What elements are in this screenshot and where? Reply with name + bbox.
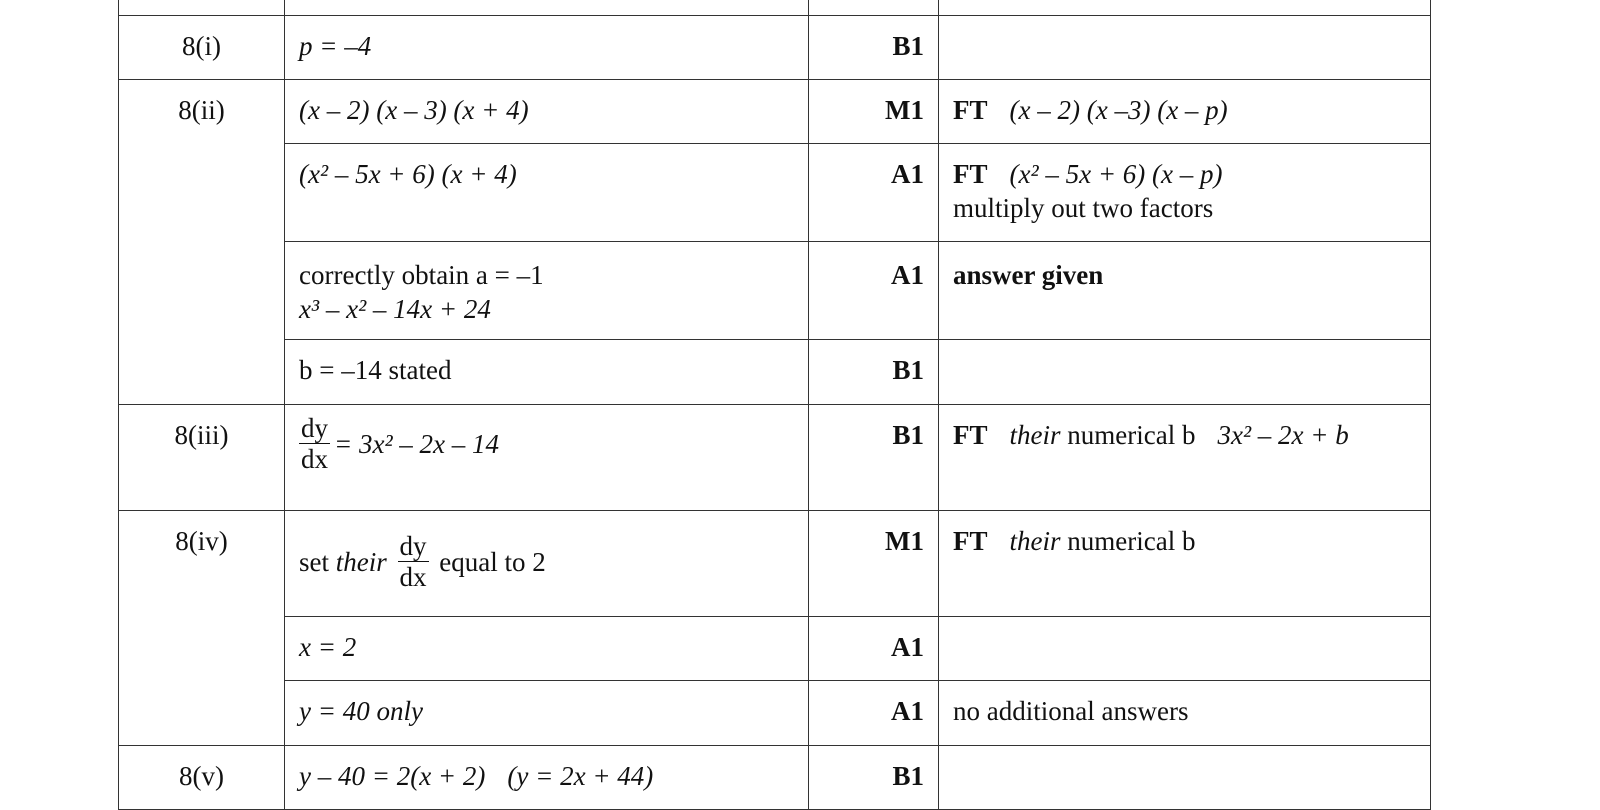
answer-post: equal to 2 <box>439 546 546 577</box>
answer-text-line2: x³ – x² – 14x + 24 <box>299 294 491 324</box>
question-number: 8(ii) <box>178 95 225 125</box>
answer-text: x = 2 <box>299 632 357 662</box>
answer-cell <box>285 242 809 340</box>
table-row <box>119 16 1431 80</box>
answer-cell <box>285 681 809 746</box>
guidance-prefix: FT <box>953 526 988 556</box>
answer-cell <box>285 340 809 405</box>
derivative-fraction <box>398 531 429 592</box>
table-row <box>119 746 1431 810</box>
table-row <box>119 681 1431 746</box>
answer-cell <box>285 405 809 511</box>
question-cell <box>119 80 285 405</box>
guidance-expression: 3x² – 2x + b <box>1217 420 1349 450</box>
mark-scheme-table <box>118 0 1431 810</box>
answer-pre: set <box>299 546 329 577</box>
mark-code: B1 <box>892 761 924 791</box>
answer-cell <box>285 511 809 617</box>
guidance-text: no additional answers <box>953 696 1189 726</box>
derivative-fraction <box>299 413 330 474</box>
mark-code: B1 <box>892 355 924 385</box>
table-row <box>119 340 1431 405</box>
mark-code: B1 <box>892 420 924 450</box>
answer-text: y – 40 = 2(x + 2) <box>299 761 486 791</box>
answer-cell <box>285 16 809 80</box>
mark-code: A1 <box>891 632 924 662</box>
table-row <box>119 80 1431 144</box>
guidance-cell <box>939 80 1431 144</box>
guidance-prefix: FT <box>953 95 988 125</box>
mark-cell <box>809 681 939 746</box>
table-row <box>119 511 1431 617</box>
question-number: 8(iv) <box>175 526 228 556</box>
guidance-cell <box>939 144 1431 242</box>
answer-cell <box>285 617 809 681</box>
guidance-cell <box>939 617 1431 681</box>
question-number: 8(v) <box>179 761 224 791</box>
question-cell <box>119 511 285 746</box>
fraction-numerator: dy <box>301 413 328 443</box>
guidance-text: (x² – 5x + 6) (x – p) <box>1009 159 1223 189</box>
guidance-prefix: FT <box>953 159 988 189</box>
guidance-their: their <box>1009 420 1061 450</box>
table-row <box>119 144 1431 242</box>
mark-cell <box>809 340 939 405</box>
guidance-cell <box>939 242 1431 340</box>
mark-code: A1 <box>891 159 924 189</box>
mark-cell <box>809 405 939 511</box>
answer-cell <box>285 144 809 242</box>
guidance-cell <box>939 16 1431 80</box>
answer-their: their <box>335 546 387 577</box>
answer-cell <box>285 80 809 144</box>
guidance-cell <box>939 746 1431 810</box>
guidance-prefix: FT <box>953 420 988 450</box>
answer-text: b = –14 stated <box>299 355 452 385</box>
table-row-previous <box>119 0 1431 16</box>
mark-cell <box>809 16 939 80</box>
mark-cell <box>809 746 939 810</box>
answer-text: p = –4 <box>299 31 372 61</box>
question-cell <box>119 405 285 511</box>
mark-cell <box>809 144 939 242</box>
table-row <box>119 617 1431 681</box>
table-row <box>119 242 1431 340</box>
guidance-text: (x – 2) (x –3) (x – p) <box>1009 95 1228 125</box>
question-number: 8(iii) <box>174 420 229 450</box>
answer-text: correctly obtain a = –1 <box>299 260 544 290</box>
answer-text: (x² – 5x + 6) (x + 4) <box>299 159 517 189</box>
answer-text: y = 40 only <box>299 696 423 726</box>
table-row <box>119 405 1431 511</box>
guidance-text-line2: multiply out two factors <box>953 193 1214 223</box>
mark-code: B1 <box>892 31 924 61</box>
fraction-denominator: dx <box>301 444 328 474</box>
mark-cell <box>809 511 939 617</box>
guidance-text: numerical b <box>1067 526 1196 556</box>
guidance-cell <box>939 405 1431 511</box>
mark-cell <box>809 80 939 144</box>
mark-code: M1 <box>885 526 924 556</box>
guidance-text: answer given <box>953 260 1104 290</box>
answer-text: (x – 2) (x – 3) (x + 4) <box>299 95 529 125</box>
answer-text: = 3x² – 2x – 14 <box>334 428 500 459</box>
guidance-text: numerical b <box>1067 420 1196 450</box>
question-cell <box>119 16 285 80</box>
guidance-cell <box>939 511 1431 617</box>
mark-cell <box>809 242 939 340</box>
fraction-numerator: dy <box>399 531 427 561</box>
fraction-denominator: dx <box>399 562 427 592</box>
guidance-cell <box>939 681 1431 746</box>
mark-cell <box>809 617 939 681</box>
answer-cell <box>285 746 809 810</box>
mark-code: A1 <box>891 260 924 290</box>
answer-alternative: (y = 2x + 44) <box>507 761 654 791</box>
question-cell <box>119 746 285 810</box>
mark-code: A1 <box>891 696 924 726</box>
mark-code: M1 <box>885 95 924 125</box>
guidance-their: their <box>1009 526 1061 556</box>
guidance-cell <box>939 340 1431 405</box>
question-number: 8(i) <box>182 31 221 61</box>
